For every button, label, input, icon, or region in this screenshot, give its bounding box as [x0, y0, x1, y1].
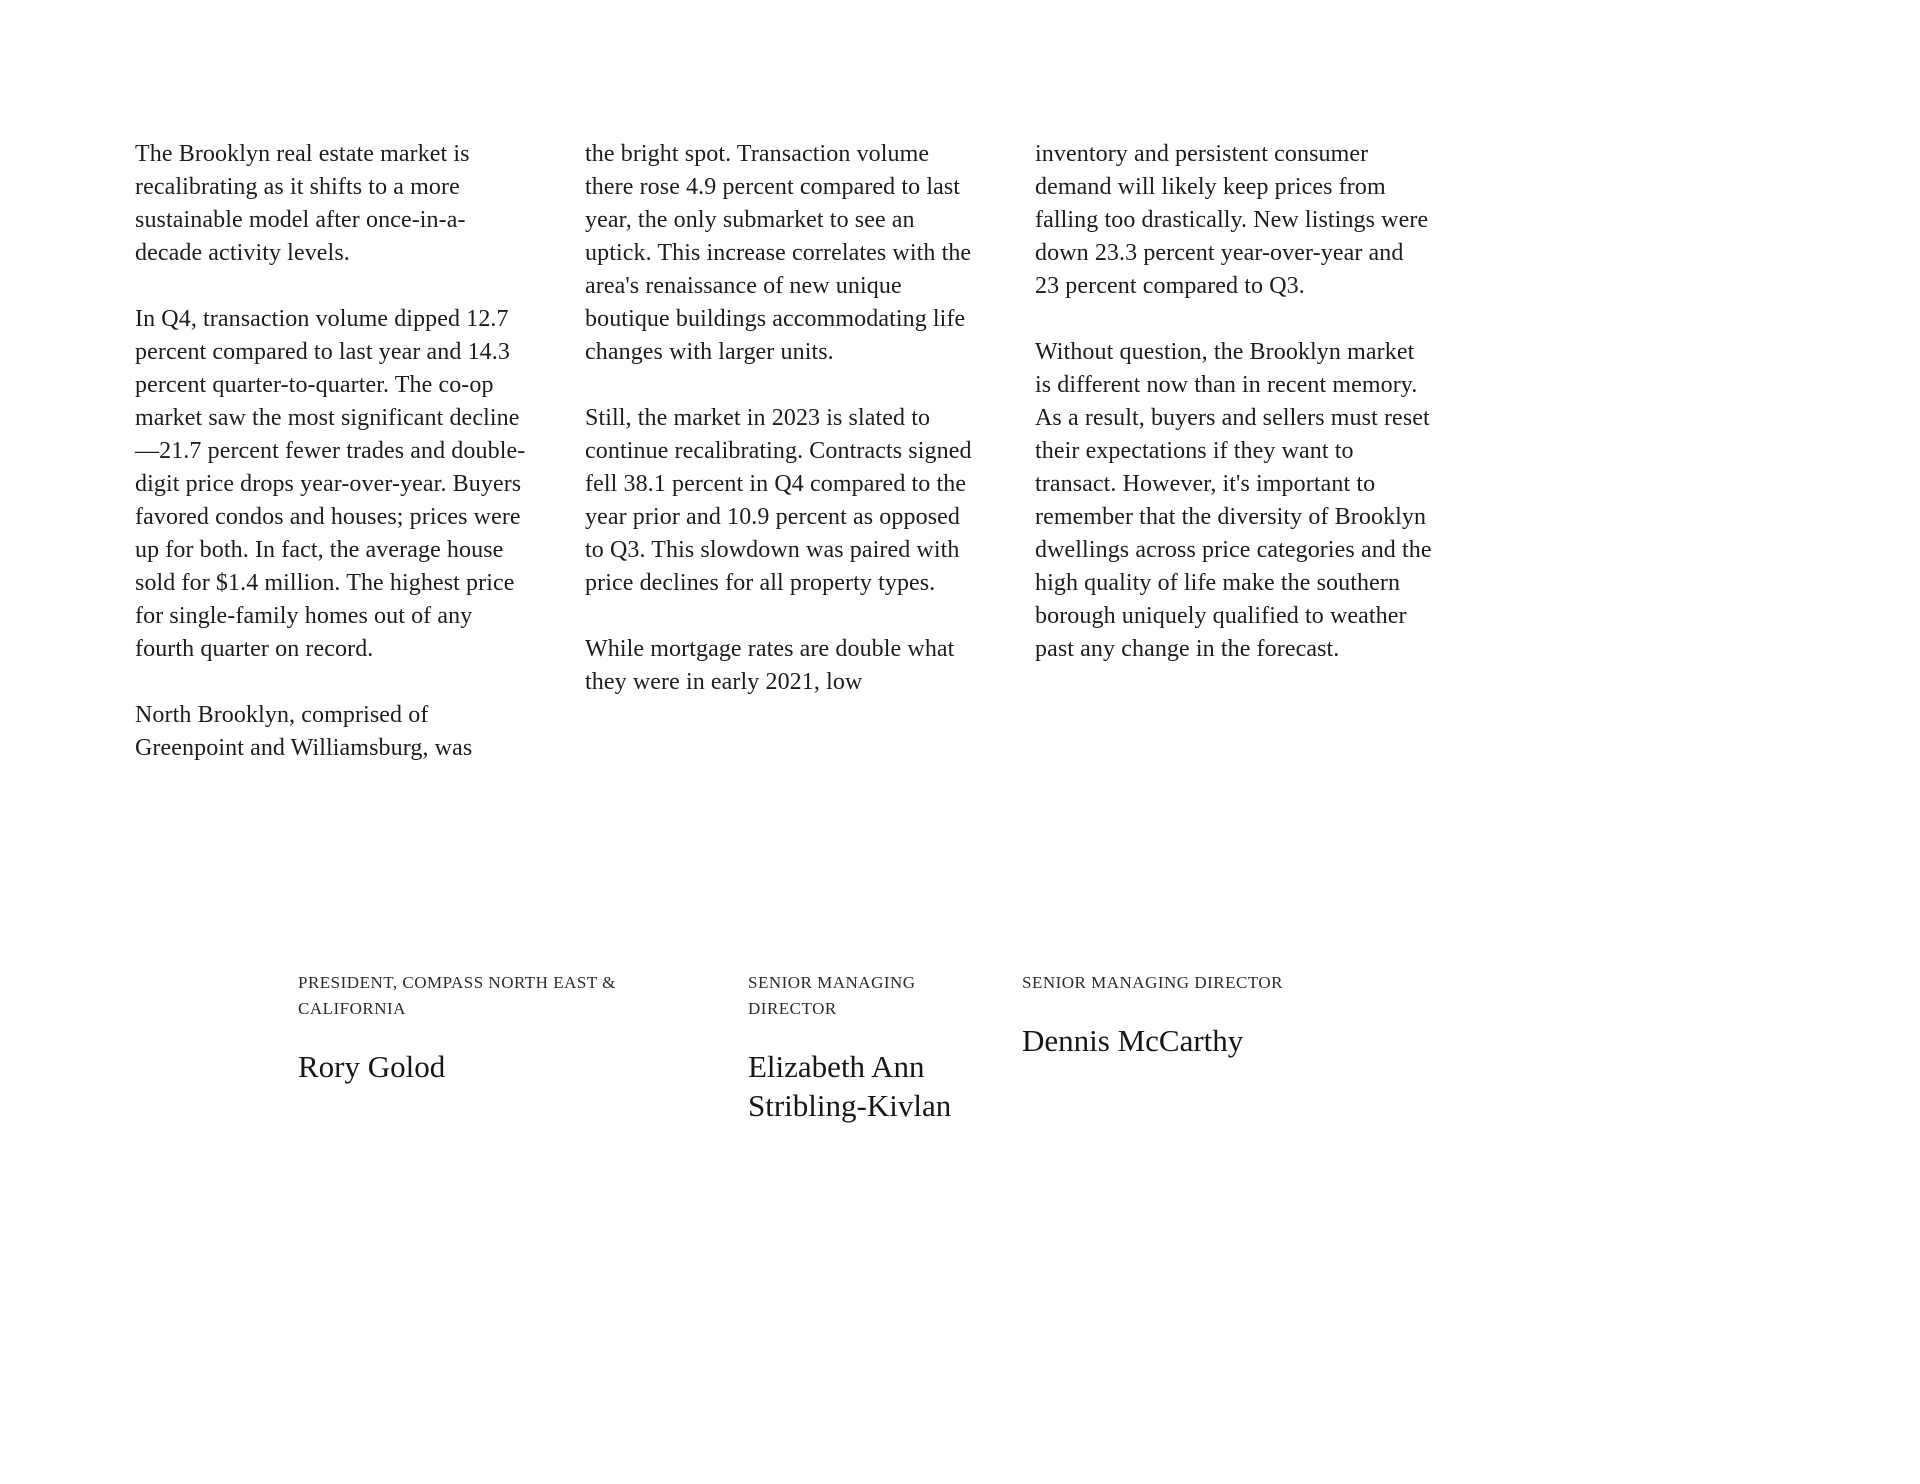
article-columns — [135, 138, 1432, 765]
signature-name: Dennis McCarthy — [1022, 1023, 1244, 1058]
paragraph: the bright spot. Transaction volume there rose 4.9 percent compared to last year, the only submarket to see an uptick. This increase correlates with the area's renaissance of new unique boutique buildings accommodating life changes with larger units. — [585, 141, 972, 365]
paragraph: The Brooklyn real estate market is recalibrating as it shifts to a more sustainable model after once-in-a-decade activity levels. — [135, 141, 470, 266]
text-column-1 — [135, 138, 532, 765]
signature-name: Elizabeth Ann Stribling-Kivlan — [748, 1049, 952, 1123]
text-column-3 — [1035, 138, 1432, 765]
signature-title: SENIOR MANAGING DIRECTOR — [1022, 973, 1284, 992]
signature-name: Rory Golod — [298, 1049, 446, 1084]
signature-block-senior-md-1 — [748, 970, 993, 1125]
paragraph: Without question, the Brooklyn market is different now than in recent memory. As a result, buyers and sellers must reset their expectations if they want to transact. However, it's important to remember that the diversity of Brooklyn dwellings across price categories and the high quality of life make the southern borough uniquely qualified to weather past any change in the forecast. — [1035, 339, 1432, 662]
paragraph: While mortgage rates are double what they were in early 2021, low — [585, 636, 955, 695]
signature-title: PRESIDENT, COMPASS NORTH EAST & CALIFORNIA — [298, 973, 616, 1018]
paragraph: North Brooklyn, comprised of Greenpoint and Williamsburg, was — [135, 702, 473, 761]
paragraph: inventory and persistent consumer demand will likely keep prices from falling too drastically. New listings were down 23.3 percent year-over-year and 23 percent compared to Q3. — [1035, 141, 1429, 299]
signature-block-president — [298, 970, 668, 1086]
text-column-2 — [585, 138, 982, 765]
signature-block-senior-md-2 — [1022, 970, 1302, 1060]
signature-title: SENIOR MANAGING DIRECTOR — [748, 973, 916, 1018]
paragraph: In Q4, transaction volume dipped 12.7 percent compared to last year and 14.3 percent quarter-to-quarter. The co-op market saw the most significant decline—21.7 percent fewer trades and double-digit price drops year-over-year. Buyers favored condos and houses; prices were up for both. In fact, the average house sold for $1.4 million. The highest price for single-family homes out of any fourth quarter on record. — [135, 306, 526, 662]
paragraph: Still, the market in 2023 is slated to continue recalibrating. Contracts signed fell 38.1 percent in Q4 compared to the year prior and 10.9 percent as opposed to Q3. This slowdown was paired with price declines for all property types. — [585, 405, 972, 596]
